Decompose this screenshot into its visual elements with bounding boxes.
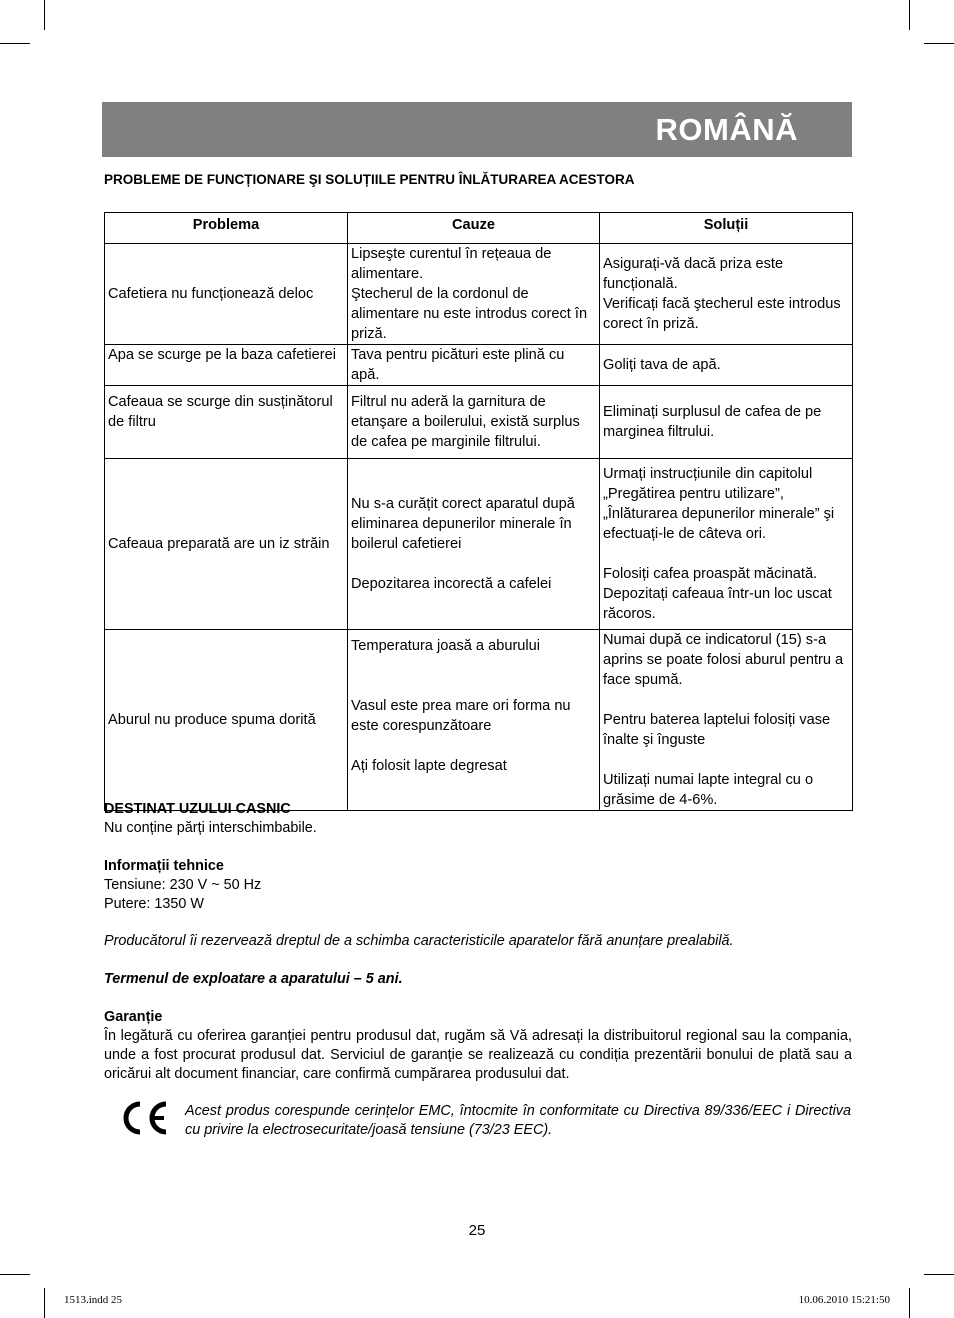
crop-mark <box>909 0 910 30</box>
table-header-row <box>105 213 853 244</box>
crop-mark <box>44 1288 45 1318</box>
table-row <box>105 630 853 811</box>
solution-cell: Numai după ce indicatorul (15) s-a aprins se poate folosi aburul pentru a face spumă. Pentru baterea laptelui folosiți vase înalte şi înguste Utilizați numai lapte integral cu o grăsime de 4-6%. <box>600 630 853 811</box>
crop-mark <box>44 0 45 30</box>
problem-cell: Cafeaua se scurge din susținătorul de filtru <box>105 386 348 459</box>
lifetime-notice: Termenul de exploatare a aparatului – 5 ani. <box>104 971 403 987</box>
language-title: ROMÂNĂ <box>655 112 798 147</box>
household-section <box>104 800 852 838</box>
table-row <box>105 345 853 386</box>
crop-mark <box>924 43 954 44</box>
ce-mark-icon <box>118 1100 170 1136</box>
warranty-text: În legătură cu oferirea garanției pentru produsul dat, rugăm să Vă adresați la distribuitorul regional sau la compania, unde a fost procurat produsul dat. Serviciul de garanție se realizează cu condiția prezentării bonului de plată sau a oricărui alt document financiar, care confirmă cumpărarea produsului dat. <box>104 1028 852 1082</box>
table-row <box>105 386 853 459</box>
solution-cell: Eliminați surplusul de cafea de pe marginea filtrului. <box>600 386 853 459</box>
household-text: Nu conține părți interschimbabile. <box>104 820 317 836</box>
problem-cell: Aburul nu produce spuma dorită <box>105 630 348 811</box>
problem-cell: Cafeaua preparată are un iz străin <box>105 459 348 630</box>
slug-file: 1513.indd 25 <box>64 1294 123 1306</box>
crop-mark <box>924 1274 954 1275</box>
problem-cell: Apa se scurge pe la baza cafetierei <box>105 345 348 386</box>
language-banner <box>102 102 852 157</box>
cause-cell: Filtrul nu aderă la garnitura de etanşare a boilerului, există surplus de cafea pe marginile filtrului. <box>348 386 600 459</box>
crop-mark <box>909 1288 910 1318</box>
tech-title: Informații tehnice <box>104 858 224 874</box>
solution-cell: Asigurați-vă dacă priza este funcțională. Verificați facă ştecherul este introdus corect în priză. <box>600 244 853 345</box>
solution-cell: Goliți tava de apă. <box>600 345 853 386</box>
column-header-causes: Cauze <box>348 213 600 244</box>
crop-mark <box>0 1274 30 1275</box>
tech-voltage: Tensiune: 230 V ~ 50 Hz <box>104 877 262 893</box>
tech-section <box>104 857 852 914</box>
troubleshooting-table <box>104 212 853 811</box>
tech-power: Putere: 1350 W <box>104 896 204 912</box>
table-row <box>105 244 853 345</box>
column-header-problem: Problema <box>105 213 348 244</box>
manufacturer-notice: Producătorul îi rezervează dreptul de a schimba caracteristicile aparatelor fără anunțare prealabilă. <box>104 933 734 949</box>
ce-declaration: Acest produs corespunde cerințelor EMC, întocmite în conformitate cu Directiva 89/336/EEC i Directiva cu privire la electrosecuritate/joasă tensiune (73/23 EEC). <box>185 1103 851 1138</box>
cause-cell: Temperatura joasă a aburului Vasul este prea mare ori forma nu este corespunzătoare Ați folosit lapte degresat <box>348 630 600 811</box>
column-header-solutions: Soluții <box>600 213 853 244</box>
cause-cell: Nu s-a curățit corect aparatul după eliminarea depunerilor minerale în boilerul cafetierei Depozitarea incorectă a cafelei <box>348 459 600 630</box>
cause-cell: Lipseşte curentul în rețeaua de alimentare. Ştecherul de la cordonul de alimentare nu este introdus corect în priză. <box>348 244 600 345</box>
problem-cell: Cafetiera nu funcționează deloc <box>105 244 348 345</box>
crop-mark <box>0 43 30 44</box>
cause-cell: Tava pentru picături este plină cu apă. <box>348 345 600 386</box>
page-number: 25 <box>468 1222 486 1239</box>
warranty-title: Garanție <box>104 1009 163 1025</box>
table-row <box>105 459 853 630</box>
slug-date: 10.06.2010 15:21:50 <box>798 1294 890 1306</box>
solution-cell: Urmați instrucțiunile din capitolul „Pregătirea pentru utilizare”, „Înlăturarea depunerilor minerale” şi efectuați-le de câteva ori. Folosiți cafea proaspăt măcinată. Depozitați cafeaua într-un loc uscat răcoros. <box>600 459 853 630</box>
household-title: DESTINAT UZULUI CASNIC <box>104 801 291 817</box>
section-title: PROBLEME DE FUNCȚIONARE ŞI SOLUȚIILE PENTRU ÎNLĂTURAREA ACESTORA <box>104 172 635 187</box>
warranty-section <box>104 1008 852 1084</box>
